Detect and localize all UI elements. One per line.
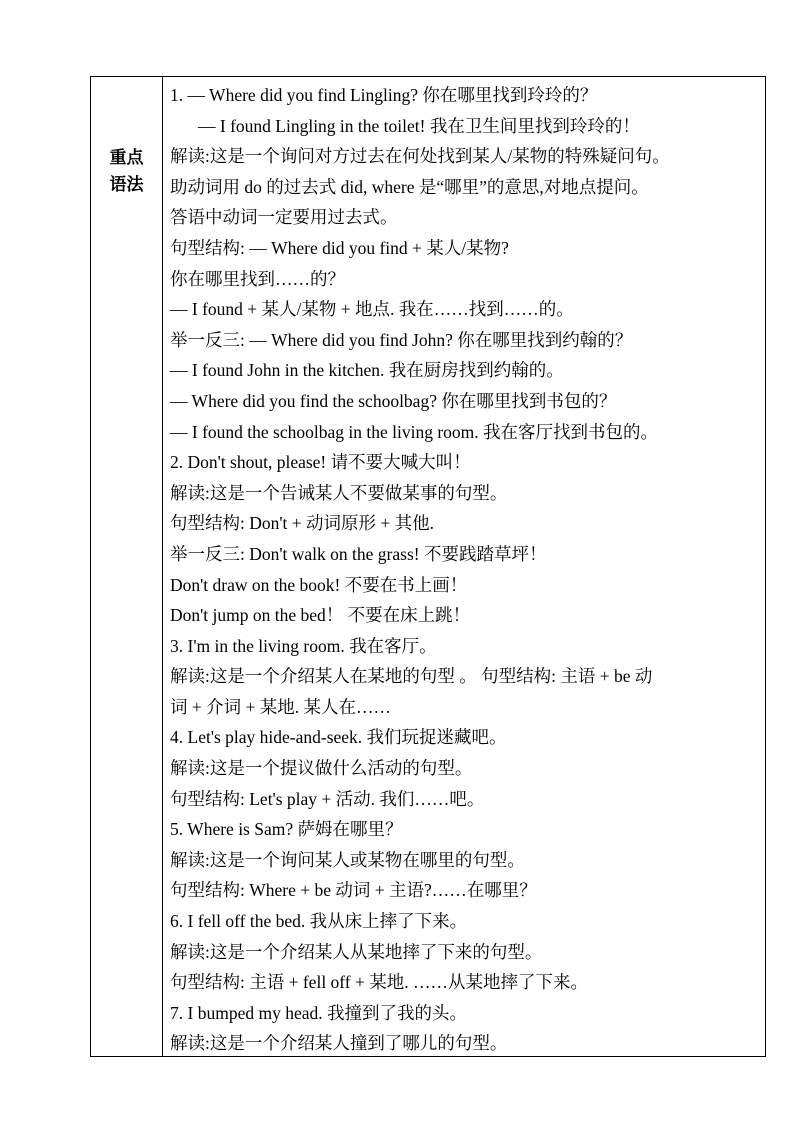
text-line: 句型结构: Where + be 动词 + 主语?……在哪里？ (170, 880, 537, 901)
text-line: — I found Lingling in the toilet! 我在卫生间里找到玲玲的！ (198, 115, 640, 136)
text-line: — Where did you find the schoolbag? 你在哪里找到书包的？ (170, 390, 617, 411)
text-line: 2. Don't shout, please! 请不要大喊大叫！ (170, 452, 471, 473)
grammar-table (90, 76, 766, 1057)
content-cell (163, 77, 765, 1056)
text-line: — I found John in the kitchen. 我在厨房找到约翰的。 (170, 360, 564, 381)
section-label-line-2: 语法 (109, 175, 144, 195)
text-line: 句型结构: — Where did you find + 某人/某物? (170, 237, 509, 258)
text-line: 解读:这是一个询问某人或某物在哪里的句型。 (170, 849, 525, 870)
text-line: 解读:这是一个提议做什么活动的句型。 (170, 758, 473, 779)
text-line: — I found + 某人/某物 + 地点. 我在……找到……的。 (170, 299, 574, 320)
text-line: 解读:这是一个介绍某人从某地摔了下来的句型。 (170, 941, 543, 962)
text-line: 解读:这是一个询问对方过去在何处找到某人/某物的特殊疑问句。 (170, 146, 670, 167)
text-line: 句型结构: Don't + 动词原形 + 其他. (170, 513, 435, 534)
text-line: 你在哪里找到……的？ (170, 268, 345, 289)
section-label-line-1: 重点 (109, 148, 144, 168)
text-line: — I found the schoolbag in the living room. 我在客厅找到书包的。 (170, 421, 659, 442)
text-line: 1. — Where did you find Lingling? 你在哪里找到玲玲的？ (170, 85, 598, 105)
section-label (91, 145, 162, 199)
text-line: 5. Where is Sam? 萨姆在哪里？ (170, 819, 403, 840)
text-line: 助动词用 do 的过去式 did, where 是“哪里”的意思,对地点提问。 (170, 176, 649, 197)
text-line: Don't jump on the bed！ 不要在床上跳！ (170, 605, 471, 626)
text-line: 举一反三: — Where did you find John? 你在哪里找到约翰的？ (170, 329, 633, 350)
text-line: 6. I fell off the bed. 我从床上摔了下来。 (170, 911, 468, 932)
text-line: 3. I'm in the living room. 我在客厅。 (170, 635, 437, 656)
text-line: 解读:这是一个介绍某人在某地的句型 。 句型结构: 主语 + be 动 (170, 666, 653, 687)
text-line: 句型结构: 主语 + fell off + 某地. ……从某地摔了下来。 (170, 972, 589, 993)
text-line: 4. Let's play hide-and-seek. 我们玩捉迷藏吧。 (170, 727, 507, 748)
text-line: 7. I bumped my head. 我撞到了我的头。 (170, 1002, 467, 1023)
text-line: 举一反三: Don't walk on the grass! 不要践踏草坪！ (170, 543, 547, 564)
section-label-cell (91, 77, 163, 1056)
text-line: 句型结构: Let's play + 活动. 我们……吧。 (170, 788, 485, 809)
text-line: 解读:这是一个告诫某人不要做某事的句型。 (170, 482, 508, 503)
text-line: 答语中动词一定要用过去式。 (170, 207, 398, 228)
text-line: Don't draw on the book! 不要在书上画！ (170, 574, 468, 595)
text-line: 词 + 介词 + 某地. 某人在…… (170, 696, 391, 717)
text-line: 解读:这是一个介绍某人撞到了哪儿的句型。 (170, 1033, 508, 1054)
